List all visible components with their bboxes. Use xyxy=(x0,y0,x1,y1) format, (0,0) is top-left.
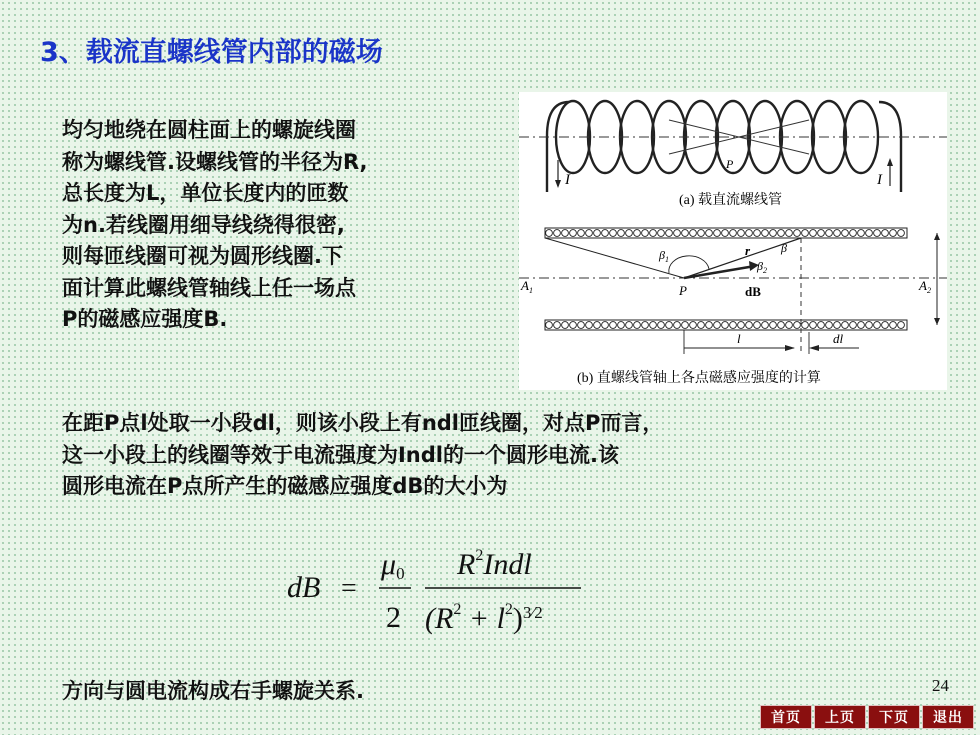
body-paragraph xyxy=(62,408,942,503)
body-line: 在距P点l处取一小段dl，则该小段上有ndl匝线圈，对点P而言， xyxy=(62,411,664,435)
intro-line: 面计算此螺线管轴线上任一场点 xyxy=(62,275,356,300)
intro-line: 为n.若线圈用细导线绕得很密, xyxy=(62,212,345,237)
intro-paragraph xyxy=(62,115,502,336)
beta2-label: $\beta_2$ xyxy=(757,259,767,275)
intro-line: P的磁感应强度B. xyxy=(62,307,228,331)
current-label-left: I xyxy=(565,172,570,188)
formula-two: 2 xyxy=(386,601,401,634)
slide-title: 3、载流直螺线管内部的磁场 xyxy=(40,37,383,68)
body-line: 这一小段上的线圈等效于电流强度为Indl的一个圆形电流.该 xyxy=(62,442,619,467)
beta-label: β xyxy=(781,241,787,255)
coil-diagram xyxy=(547,101,901,192)
formula-denominator: $(R^2 + l^2)^{3⁄2}$ xyxy=(425,601,543,635)
point-p-label: P xyxy=(679,283,687,298)
intro-line: 总长度为L，单位长度内的匝数 xyxy=(62,181,349,205)
page-number: 24 xyxy=(932,676,949,695)
solenoid-figure xyxy=(519,92,947,390)
db-label: dB xyxy=(745,284,761,299)
formula-equals: = xyxy=(341,573,357,604)
current-label-right: I xyxy=(877,172,882,188)
slide-navigation xyxy=(760,705,974,729)
conclusion-text: 方向与圆电流构成右手螺旋关系. xyxy=(62,679,364,703)
formula-mu: μ0 xyxy=(381,548,405,583)
formula-lhs: dB xyxy=(287,571,321,604)
previous-page-button[interactable]: 上页 xyxy=(814,705,866,729)
caption-b: (b) 直螺线管轴上各点磁感应强度的计算 xyxy=(577,371,821,386)
exit-button[interactable]: 退出 xyxy=(922,705,974,729)
next-page-button[interactable]: 下页 xyxy=(868,705,920,729)
point-p-label-top: P xyxy=(726,157,734,171)
beta1-label: $\beta_1$ xyxy=(659,248,669,264)
formula-numerator: $R^2Indl$ xyxy=(457,547,532,581)
intro-line: 称为螺线管.设螺线管的半径为R, xyxy=(62,149,368,174)
first-page-button[interactable]: 首页 xyxy=(760,705,812,729)
a2-label: $A_2$ xyxy=(919,278,931,295)
intro-line: 则每匝线圈可视为圆形线圈.下 xyxy=(62,244,343,268)
r-vector-label: r xyxy=(745,243,751,258)
caption-a: (a) 载直流螺线管 xyxy=(679,193,783,208)
db-formula xyxy=(285,532,605,642)
a1-label: $A_1$ xyxy=(521,278,533,295)
l-label: l xyxy=(737,331,741,346)
cross-section-diagram xyxy=(545,228,907,330)
intro-line: 均匀地绕在圆柱面上的螺旋线圈 xyxy=(62,118,356,142)
body-line: 圆形电流在P点所产生的磁感应强度dB的大小为 xyxy=(62,474,508,498)
dl-label: dl xyxy=(833,331,844,346)
